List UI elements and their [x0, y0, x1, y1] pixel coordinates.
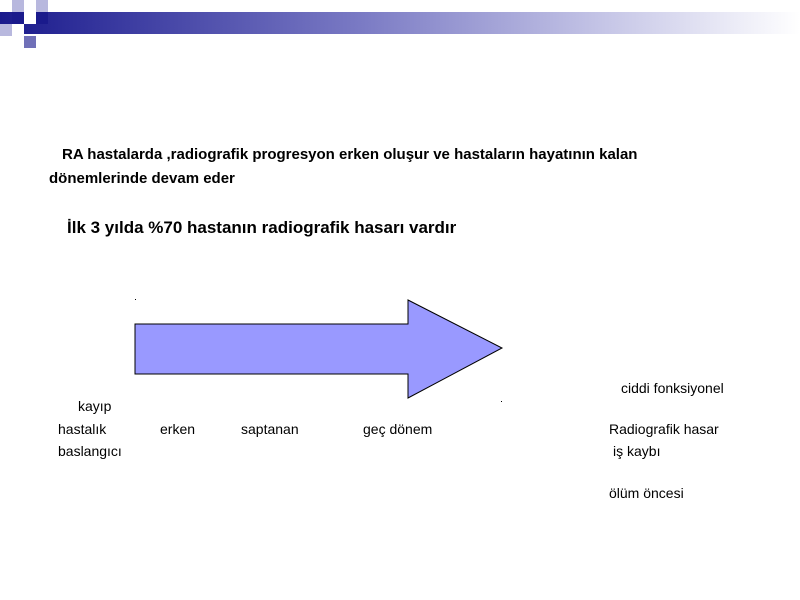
header-bar — [0, 12, 800, 34]
label-radiografik-hasar: Radiografik hasar — [609, 421, 719, 437]
label-is-kaybi: iş kaybı — [613, 443, 661, 459]
header-square-3 — [36, 0, 48, 12]
header-square-9 — [24, 36, 36, 48]
header-square-5 — [24, 12, 36, 24]
header-square-2 — [12, 0, 24, 12]
header-square-7 — [0, 24, 12, 36]
label-erken: erken — [160, 421, 196, 437]
label-baslangici: baslangıcı — [58, 443, 122, 459]
label-hastalik: hastalık — [58, 421, 107, 437]
header-square-6 — [36, 12, 48, 24]
arrow-shape — [135, 300, 502, 398]
label-saptanan: saptanan — [241, 421, 299, 437]
subheading: İlk 3 yılda %70 hastanın radiografik hasarı vardır — [67, 218, 457, 237]
arrow-dot-top-left — [135, 299, 136, 300]
header-square-10 — [48, 0, 60, 12]
label-ciddi-fonksiyonel: ciddi fonksiyonel — [621, 380, 724, 396]
label-kayip: kayıp — [78, 398, 112, 414]
label-olum-oncesi: ölüm öncesi — [609, 485, 684, 501]
timeline-arrow — [130, 296, 510, 408]
header-square-8 — [12, 24, 24, 36]
arrow-dot-bottom-right — [501, 401, 502, 402]
paragraph-line-1: RA hastalarda ,radiografik progresyon erken oluşur ve hastaların hayatının kalan — [62, 146, 638, 163]
header-square-4 — [12, 12, 24, 24]
paragraph-line-2: dönemlerinde devam eder — [49, 170, 235, 187]
label-gec-donem: geç dönem — [363, 421, 433, 437]
header-square-1 — [0, 0, 12, 12]
